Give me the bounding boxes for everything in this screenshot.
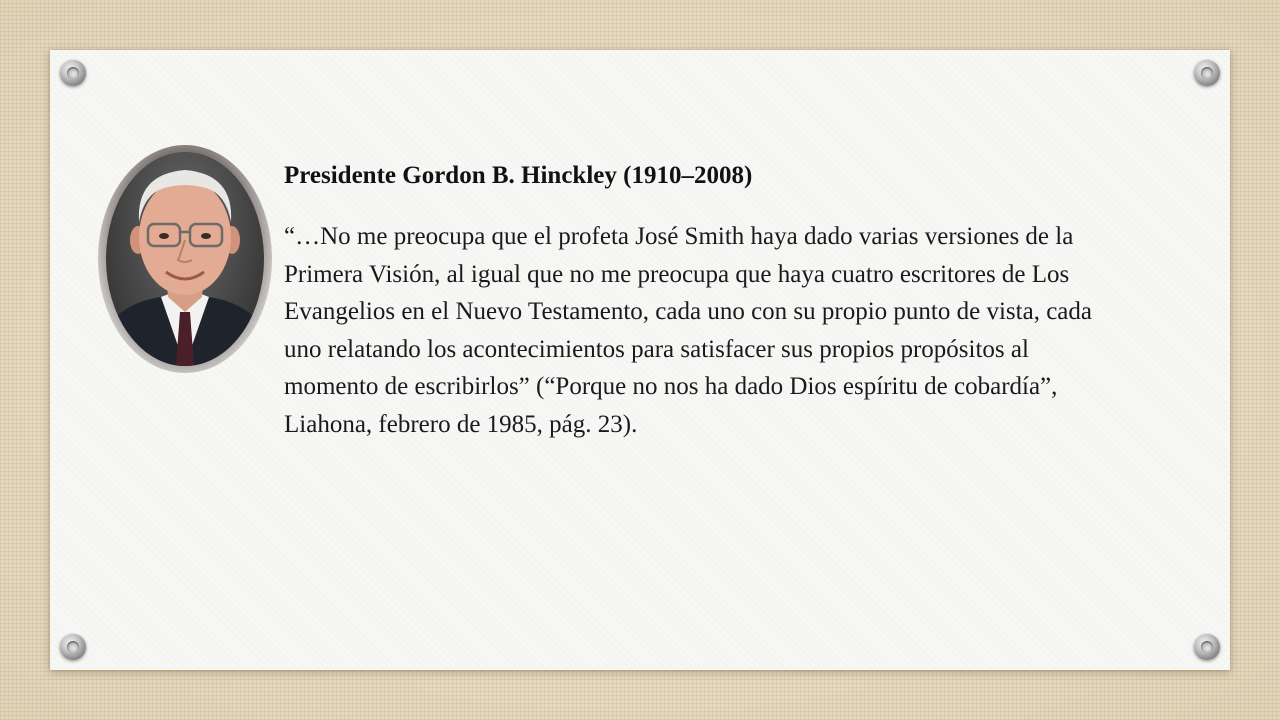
grommet-icon: [1194, 60, 1220, 86]
speaker-portrait: [106, 152, 264, 366]
portrait-illustration: [106, 152, 264, 366]
grommet-icon: [1194, 634, 1220, 660]
speaker-name: Presidente Gordon B. Hinckley (1910–2008): [284, 162, 753, 189]
grommet-icon: [60, 60, 86, 86]
quote-text: “…No me preocupa que el profeta José Smith haya dado varias versiones de la Primera Visión, al igual que no me preocupa que haya cuatro escritores de Los Evangelios en el Nuevo Testamento, cada uno con su propio punto de vista, cada uno relatando los acontecimientos para satisfacer sus propios propósitos al momento de escribirlos” (“Porque no nos ha dado Dios espíritu de cobardía”, Liahona, febrero de 1985, pág. 23).: [284, 223, 1092, 438]
grommet-icon: [60, 634, 86, 660]
